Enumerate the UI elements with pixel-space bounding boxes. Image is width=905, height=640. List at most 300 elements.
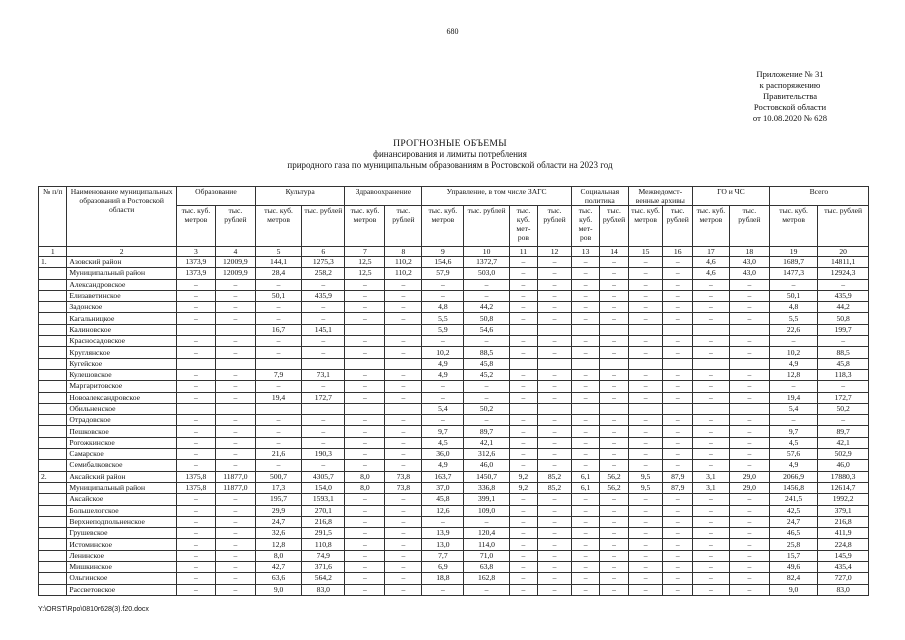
table-cell: – [345,437,385,448]
table-cell: – [345,369,385,380]
table-cell: – [176,584,215,595]
table-cell: 42,7 [255,562,301,573]
table-cell: 85,2 [538,471,572,482]
municipality-name: Ольгинское [67,573,177,584]
table-cell: – [729,369,769,380]
row-number [39,302,67,313]
table-cell: 1992,2 [818,494,869,505]
header-group: Межведомст-венные архивы [628,187,692,206]
table-cell: – [600,494,628,505]
table-cell: – [176,381,215,392]
table-cell: – [538,313,572,324]
table-row [39,437,869,448]
table-cell: – [215,381,255,392]
table-cell: 28,4 [255,268,301,279]
table-cell: – [600,313,628,324]
table-cell: – [600,550,628,561]
table-cell: – [509,528,537,539]
table-cell: 63,8 [464,562,509,573]
table-cell: – [600,584,628,595]
table-cell [345,403,385,414]
table-cell [663,358,692,369]
table-cell: 4,5 [769,437,817,448]
municipality-name: Кугейское [67,358,177,369]
table-cell: – [345,302,385,313]
municipality-name: Отрадовское [67,415,177,426]
table-cell: – [385,550,422,561]
table-cell: – [215,313,255,324]
table-cell: – [538,550,572,561]
table-cell: – [302,381,345,392]
table-cell: – [509,268,537,279]
header-group: Всего [769,187,868,206]
table-cell: – [255,347,301,358]
table-cell: – [255,302,301,313]
table-cell: 73,8 [385,471,422,482]
table-cell: – [176,392,215,403]
table-cell: – [628,415,663,426]
table-cell: – [385,369,422,380]
table-cell: 29,9 [255,505,301,516]
municipality-name: Маргаритовское [67,381,177,392]
table-cell: – [538,505,572,516]
table-cell: 120,4 [464,528,509,539]
table-cell: – [663,562,692,573]
table-row [39,494,869,505]
table-cell: – [571,449,599,460]
table-cell: – [628,381,663,392]
table-cell: 89,7 [818,426,869,437]
table-cell: 1477,3 [769,268,817,279]
table-cell: 435,9 [818,290,869,301]
header-unit: тыс. рублей [385,206,422,247]
table-cell: – [538,449,572,460]
header-group: Социальная политика [571,187,628,206]
table-cell: – [769,381,817,392]
table-cell: 8,0 [345,482,385,493]
row-number [39,324,67,335]
table-cell: – [769,336,817,347]
table-cell: – [385,313,422,324]
table-cell [628,324,663,335]
title-line-3: природного газа по муниципальным образованиям в Ростовской области на 2023 год [287,160,613,170]
table-cell: – [663,584,692,595]
table-cell: – [600,302,628,313]
table-cell: – [571,313,599,324]
header-unit: тыс. рублей [538,206,572,247]
table-cell: – [628,268,663,279]
table-cell: – [538,494,572,505]
table-cell: – [571,268,599,279]
table-cell: – [729,562,769,573]
table-cell: – [538,516,572,527]
municipality-name: Муниципальный район [67,268,177,279]
table-cell: 5,4 [422,403,464,414]
municipality-name: Рогожкинское [67,437,177,448]
table-cell: 50,1 [769,290,817,301]
row-number: 1. [39,257,67,268]
appendix-line-2: к распоряжению [759,80,821,90]
table-cell: – [464,381,509,392]
table-cell: – [176,539,215,550]
table-cell: – [663,313,692,324]
table-cell [571,324,599,335]
table-cell [302,358,345,369]
table-cell: – [302,302,345,313]
table-cell: – [385,381,422,392]
table-cell: 83,0 [818,584,869,595]
table-cell: – [729,584,769,595]
header-group: Культура [255,187,345,206]
row-number [39,460,67,471]
table-cell: – [571,369,599,380]
table-cell: – [538,426,572,437]
table-cell: 12924,3 [818,268,869,279]
table-cell: 216,8 [818,516,869,527]
table-cell: – [692,505,729,516]
table-cell: – [385,426,422,437]
table-cell: 12,6 [422,505,464,516]
table-cell: – [663,494,692,505]
column-number: 14 [600,247,628,257]
table-cell: – [302,426,345,437]
appendix-line-4: Ростовской области [753,102,827,112]
table-cell: 11877,0 [215,482,255,493]
table-cell: – [302,336,345,347]
header-unit: тыс. рублей [663,206,692,247]
municipality-name: Верхнеподпольненское [67,516,177,527]
table-cell [729,358,769,369]
municipality-name: Самарское [67,449,177,460]
table-cell: – [345,290,385,301]
table-cell: – [600,516,628,527]
row-number [39,369,67,380]
table-cell: 50,8 [818,313,869,324]
table-cell: – [464,290,509,301]
row-number [39,505,67,516]
table-cell [663,403,692,414]
table-cell: – [571,437,599,448]
column-number: 2 [67,247,177,257]
page-number: 680 [446,27,459,36]
table-cell: 9,5 [628,482,663,493]
header-num: № п/п [39,187,67,247]
table-cell: – [345,528,385,539]
table-cell: – [215,336,255,347]
table-cell: – [538,573,572,584]
table-cell: – [422,584,464,595]
municipality-name: Муниципальный район [67,482,177,493]
table-cell: – [215,290,255,301]
table-cell: – [571,347,599,358]
table-cell: – [663,449,692,460]
table-cell: 46,5 [769,528,817,539]
table-cell: 44,2 [818,302,869,313]
table-cell: – [176,562,215,573]
table-cell: 56,2 [600,482,628,493]
table-cell: – [600,381,628,392]
table-cell: 144,1 [255,257,301,268]
table-cell: – [509,392,537,403]
table-cell: – [571,505,599,516]
table-cell: – [345,279,385,290]
table-cell: 5,9 [422,324,464,335]
table-cell: – [571,573,599,584]
table-cell: – [600,279,628,290]
table-cell: 19,4 [769,392,817,403]
table-cell: – [176,437,215,448]
title-line-2: финансирования и лимиты потребления [373,149,527,159]
table-cell [215,324,255,335]
table-cell: – [509,550,537,561]
table-cell: 42,5 [769,505,817,516]
table-cell: 9,2 [509,482,537,493]
table-row [39,482,869,493]
table-cell: – [509,460,537,471]
table-cell: – [215,347,255,358]
table-cell: – [663,550,692,561]
table-cell [729,324,769,335]
table-cell: 29,0 [729,482,769,493]
table-cell: – [215,302,255,313]
table-cell: 199,7 [818,324,869,335]
table-cell: – [571,562,599,573]
table-cell: – [345,584,385,595]
municipality-name: Ленинское [67,550,177,561]
header-unit: тыс. куб. мет-ров [571,206,599,247]
table-row [39,460,869,471]
table-row [39,381,869,392]
table-cell: – [692,347,729,358]
table-cell: – [538,528,572,539]
table-cell: – [176,369,215,380]
row-number [39,313,67,324]
table-cell: – [692,562,729,573]
table-cell: 63,6 [255,573,301,584]
table-cell: 6,1 [571,482,599,493]
data-table [38,186,869,596]
table-cell: 17,3 [255,482,301,493]
table-cell: – [385,290,422,301]
table-cell: 336,8 [464,482,509,493]
table-cell: – [422,290,464,301]
table-cell: – [692,573,729,584]
table-cell: 114,0 [464,539,509,550]
table-cell: 4,8 [422,302,464,313]
municipality-name: Кулешовское [67,369,177,380]
column-number: 4 [215,247,255,257]
row-number [39,426,67,437]
table-row [39,257,869,268]
table-cell: – [692,494,729,505]
column-number: 19 [769,247,817,257]
municipality-name: Кагальницкое [67,313,177,324]
table-cell: 43,0 [729,257,769,268]
municipality-name: Аксайский район [67,471,177,482]
row-number [39,437,67,448]
table-cell: – [663,268,692,279]
table-cell: – [571,257,599,268]
table-cell: – [302,279,345,290]
table-cell: – [464,415,509,426]
table-cell: – [509,494,537,505]
header-unit: тыс. куб. метров [176,206,215,247]
table-cell: – [345,336,385,347]
table-cell [538,403,572,414]
table-cell: 71,0 [464,550,509,561]
table-cell: – [464,584,509,595]
table-cell: 83,0 [302,584,345,595]
table-cell: – [571,381,599,392]
table-cell: – [255,381,301,392]
appendix-line-5: от 10.08.2020 № 628 [752,113,828,123]
table-cell: – [663,460,692,471]
table-cell: – [729,290,769,301]
table-cell: – [571,539,599,550]
table-cell: 4,9 [769,358,817,369]
table-cell: – [215,584,255,595]
table-cell: 36,0 [422,449,464,460]
table-cell: – [176,449,215,460]
table-cell: – [600,573,628,584]
table-cell: 56,2 [600,471,628,482]
table-cell: 24,7 [769,516,817,527]
table-cell: – [385,539,422,550]
table-cell: – [692,313,729,324]
row-number [39,392,67,403]
header-unit: тыс. куб. метров [769,206,817,247]
row-number [39,550,67,561]
table-cell: 18,8 [422,573,464,584]
table-cell: 50,2 [818,403,869,414]
table-cell: – [345,449,385,460]
table-cell: 82,4 [769,573,817,584]
table-cell: – [509,381,537,392]
municipality-name: Мишкинское [67,562,177,573]
table-cell: – [600,437,628,448]
table-cell: 29,0 [729,471,769,482]
table-cell [215,358,255,369]
table-row [39,324,869,335]
municipality-name: Красносадовское [67,336,177,347]
table-cell: – [538,290,572,301]
table-cell: 224,8 [818,539,869,550]
header-row-groups [39,187,869,206]
header-unit: тыс. рублей [302,206,345,247]
table-cell: 1373,9 [176,257,215,268]
table-cell: – [628,516,663,527]
table-cell [509,403,537,414]
table-cell: – [422,392,464,403]
column-number: 13 [571,247,599,257]
table-cell: – [692,369,729,380]
table-cell: – [729,460,769,471]
table-cell: – [692,381,729,392]
table-cell: 19,4 [255,392,301,403]
table-cell: – [302,347,345,358]
table-cell: – [422,279,464,290]
table-cell: – [628,584,663,595]
table-cell: – [600,290,628,301]
table-cell: – [538,437,572,448]
table-cell: – [176,347,215,358]
table-cell: – [600,505,628,516]
table-cell: – [729,347,769,358]
table-cell: – [538,392,572,403]
table-cell: – [176,415,215,426]
table-cell: 9,7 [769,426,817,437]
table-cell: – [692,290,729,301]
table-cell: – [385,336,422,347]
table-cell [692,403,729,414]
table-cell: – [538,268,572,279]
table-cell: – [176,279,215,290]
table-cell: – [729,313,769,324]
table-cell [628,358,663,369]
table-cell: – [818,279,869,290]
table-cell: – [385,449,422,460]
table-cell: – [385,528,422,539]
column-number: 20 [818,247,869,257]
table-cell [628,403,663,414]
municipality-name: Калиновское [67,324,177,335]
table-cell: – [538,369,572,380]
table-cell: – [422,415,464,426]
table-cell: – [600,426,628,437]
table-cell: – [385,437,422,448]
table-cell: 163,7 [422,471,464,482]
table-cell: – [692,539,729,550]
header-name: Наименование муниципальных образований в Ростовской области [67,187,177,247]
table-cell: 371,6 [302,562,345,573]
header-unit: тыс. рублей [818,206,869,247]
table-cell: – [302,313,345,324]
title-line-1: ПРОГНОЗНЫЕ ОБЪЕМЫ [393,138,507,149]
column-number: 8 [385,247,422,257]
table-cell [729,403,769,414]
table-cell: 42,1 [818,437,869,448]
table-cell: – [571,279,599,290]
table-cell: – [385,347,422,358]
table-cell: – [538,460,572,471]
table-cell: – [818,415,869,426]
table-cell: 12,5 [345,268,385,279]
table-cell: – [255,336,301,347]
table-cell: 13,9 [422,528,464,539]
table-row [39,313,869,324]
table-cell: 500,7 [255,471,301,482]
table-cell: 43,0 [729,268,769,279]
table-cell: – [692,516,729,527]
table-cell: – [538,302,572,313]
column-number: 3 [176,247,215,257]
table-cell: – [176,494,215,505]
table-cell: – [571,302,599,313]
table-cell: 12,5 [345,257,385,268]
table-cell: 87,9 [663,482,692,493]
column-number: 17 [692,247,729,257]
table-row [39,573,869,584]
table-cell: 3,1 [692,482,729,493]
table-cell: – [600,415,628,426]
table-cell: 6,9 [422,562,464,573]
table-cell: 4,5 [422,437,464,448]
row-number [39,268,67,279]
table-cell: – [692,392,729,403]
column-number: 5 [255,247,301,257]
table-cell: – [385,415,422,426]
table-cell: 110,2 [385,268,422,279]
